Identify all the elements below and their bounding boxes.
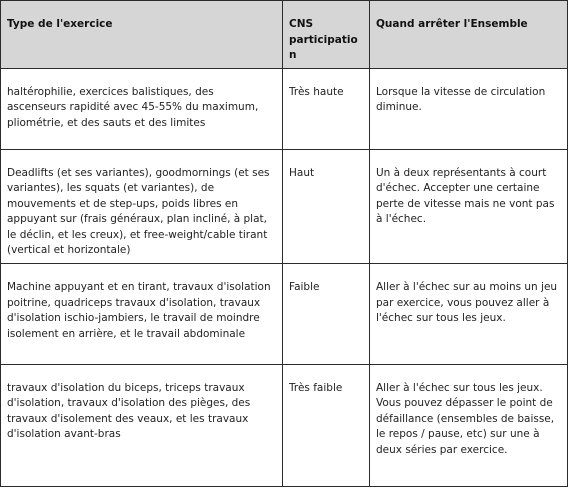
table-row [1,364,568,486]
table-row [1,149,568,263]
cell-when-to-stop: Aller à l'échec sur tous les jeux. Vous pouvez dépasser le point de défaillance (ensembles de baisse, le repos / pause, etc) sur une à deux séries par exercice. [370,364,568,486]
header-when-to-stop: Quand arrêter l'Ensemble [370,1,568,69]
cell-cns-participation: Haut [283,149,370,263]
header-exercise-type: Type de l'exercice [1,1,283,69]
cell-when-to-stop: Aller à l'échec sur au moins un jeu par exercice, vous pouvez aller à l'échec sur tous les jeux. [370,264,568,364]
table-header-row [1,1,568,69]
cell-cns-participation: Très haute [283,68,370,149]
cell-when-to-stop: Lorsque la vitesse de circulation diminue. [370,68,568,149]
cell-cns-participation: Très faible [283,364,370,486]
cell-exercise-type: Deadlifts (et ses variantes), goodmornings (et ses variantes), les squats (et variantes), de mouvements et de step-ups, poids libres en appuyant sur (frais généraux, plan incliné, à plat, le déclin, et les creux), et free-weight/cable tirant (vertical et horizontale) [1,149,283,263]
cell-exercise-type: Machine appuyant et en tirant, travaux d'isolation poitrine, quadriceps travaux d'isolation, travaux d'isolation ischio-jambiers, le travail de moindre isolement en arrière, et le travail abdominale [1,264,283,364]
table-row [1,68,568,149]
header-cns-participation: CNS participation [283,1,370,69]
table-row [1,264,568,364]
cell-when-to-stop: Un à deux représentants à court d'échec. Accepter une certaine perte de vitesse mais ne vont pas à l'échec. [370,149,568,263]
cell-cns-participation: Faible [283,264,370,364]
cell-exercise-type: haltérophilie, exercices balistiques, des ascenseurs rapidité avec 45-55% du maximum, pliométrie, et des sauts et des limites [1,68,283,149]
cell-exercise-type: travaux d'isolation du biceps, triceps travaux d'isolation, travaux d'isolation des pièges, des travaux d'isolement des veaux, et les travaux d'isolation avant-bras [1,364,283,486]
